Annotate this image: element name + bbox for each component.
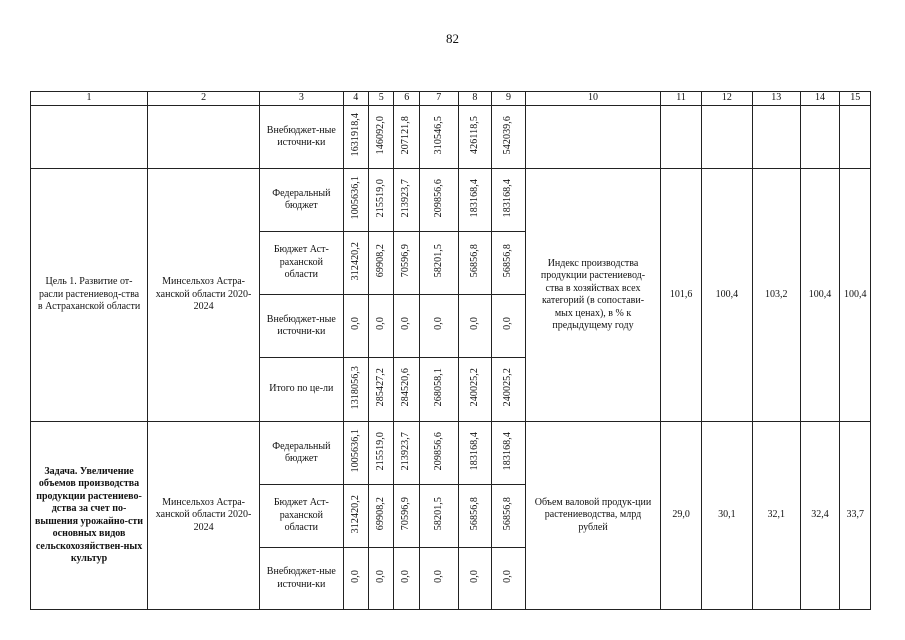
column-number: 14: [800, 92, 840, 106]
funding-source: Внебюджет-ные источни-ки: [260, 295, 343, 358]
empty-cell: [31, 106, 148, 169]
value-2020: 0,0: [374, 569, 386, 583]
funding-source: Внебюджет-ные источни-ки: [260, 106, 343, 169]
value-cell: [369, 422, 394, 485]
value-2023: 240025,2: [468, 368, 480, 407]
value-2023: 183168,4: [468, 178, 480, 217]
value-total: 312420,2: [349, 241, 361, 280]
goal-indicator-value-2021: 100,4: [701, 169, 752, 422]
value-cell: [492, 232, 526, 295]
task-indicator-value-2023: 32,4: [800, 422, 840, 610]
value-cell: [394, 485, 419, 548]
empty-cell: [800, 106, 840, 169]
value-cell: [458, 358, 492, 422]
empty-cell: [148, 106, 260, 169]
value-total: 0,0: [349, 569, 361, 583]
value-2022: 209856,6: [432, 431, 444, 470]
value-cell: [343, 295, 368, 358]
table-row: [31, 106, 871, 169]
value-cell: [492, 548, 526, 610]
value-2020: 69908,2: [374, 497, 386, 531]
goal-indicator-value-2023: 100,4: [800, 169, 840, 422]
value-2020: 215519,0: [374, 178, 386, 217]
funding-source: Федеральный бюджет: [260, 169, 343, 232]
value-2020: 146092,0: [374, 115, 386, 154]
value-cell: [458, 232, 492, 295]
value-2023: 183168,4: [468, 431, 480, 470]
value-cell: [369, 358, 394, 422]
value-2024: 183168,4: [502, 431, 514, 470]
value-cell: [492, 106, 526, 169]
value-cell: [394, 422, 419, 485]
goal-responsible: Минсельхоз Астра-ханской области 2020-2024: [148, 169, 260, 422]
program-table: [30, 91, 871, 610]
value-2024: 542039,6: [502, 115, 514, 154]
goal-indicator-value-2020: 101,6: [661, 169, 702, 422]
value-cell: [394, 548, 419, 610]
page-number: 82: [446, 31, 459, 46]
column-number: 9: [492, 92, 526, 106]
value-cell: [369, 232, 394, 295]
value-cell: [394, 358, 419, 422]
goal-indicator: Индекс производства продукции растениевод-ства в хозяйствах всех категорий (в сопостави-мых ценах), в % к предыдущему году: [525, 169, 660, 422]
value-total: 0,0: [349, 317, 361, 331]
funding-source: Бюджет Аст-раханской области: [260, 485, 343, 548]
value-2024: 56856,8: [502, 244, 514, 278]
value-2024: 240025,2: [502, 368, 514, 407]
value-cell: [419, 169, 458, 232]
task-indicator-value-2022: 32,1: [752, 422, 800, 610]
value-cell: [458, 485, 492, 548]
value-cell: [419, 295, 458, 358]
value-cell: [343, 232, 368, 295]
value-cell: [458, 106, 492, 169]
value-cell: [394, 106, 419, 169]
value-2020: 69908,2: [374, 244, 386, 278]
value-2023: 0,0: [468, 317, 480, 331]
value-cell: [492, 358, 526, 422]
value-2021: 207121,8: [400, 115, 412, 154]
value-2021: 284520,6: [400, 368, 412, 407]
funding-source: Федеральный бюджет: [260, 422, 343, 485]
empty-cell: [840, 106, 871, 169]
value-2022: 0,0: [432, 569, 444, 583]
task-indicator-value-2021: 30,1: [701, 422, 752, 610]
value-cell: [394, 232, 419, 295]
value-2023: 0,0: [468, 569, 480, 583]
value-cell: [419, 548, 458, 610]
column-number: 6: [394, 92, 419, 106]
value-total: 1005636,1: [349, 429, 361, 473]
value-2024: 56856,8: [502, 497, 514, 531]
column-number: 11: [661, 92, 702, 106]
value-cell: [369, 169, 394, 232]
column-number: 8: [458, 92, 492, 106]
value-2021: 70596,9: [400, 244, 412, 278]
value-2024: 0,0: [502, 317, 514, 331]
value-cell: [343, 358, 368, 422]
value-2023: 56856,8: [468, 244, 480, 278]
empty-cell: [752, 106, 800, 169]
goal-indicator-value-2022: 103,2: [752, 169, 800, 422]
funding-source: Итого по це-ли: [260, 358, 343, 422]
value-cell: [419, 106, 458, 169]
value-2023: 56856,8: [468, 497, 480, 531]
column-number: 2: [148, 92, 260, 106]
table-row: [31, 422, 871, 485]
value-cell: [419, 485, 458, 548]
column-number: 10: [525, 92, 660, 106]
column-number: 7: [419, 92, 458, 106]
value-2024: 183168,4: [502, 178, 514, 217]
value-cell: [343, 106, 368, 169]
value-cell: [492, 485, 526, 548]
value-2020: 0,0: [374, 317, 386, 331]
value-2020: 215519,0: [374, 431, 386, 470]
value-cell: [419, 422, 458, 485]
value-cell: [343, 548, 368, 610]
value-2021: 213923,7: [400, 431, 412, 470]
value-total: 312420,2: [349, 494, 361, 533]
task-indicator-value-2020: 29,0: [661, 422, 702, 610]
value-cell: [343, 485, 368, 548]
column-number: 4: [343, 92, 368, 106]
task-title: Задача. Увеличение объемов производства продукции растениево-дства за счет по-вышения урожайно-сти основных видов сельскохозяйствен-ных культур: [31, 422, 148, 610]
value-cell: [492, 422, 526, 485]
value-cell: [419, 358, 458, 422]
value-cell: [492, 295, 526, 358]
value-2021: 70596,9: [400, 497, 412, 531]
value-2024: 0,0: [502, 569, 514, 583]
value-2022: 58201,5: [432, 244, 444, 278]
value-total: 1005636,1: [349, 176, 361, 220]
value-2022: 310546,5: [432, 115, 444, 154]
empty-cell: [525, 106, 660, 169]
value-cell: [458, 169, 492, 232]
column-number: 3: [260, 92, 343, 106]
column-number: 12: [701, 92, 752, 106]
task-responsible: Минсельхоз Астра-ханской области 2020-2024: [148, 422, 260, 610]
value-2022: 58201,5: [432, 497, 444, 531]
value-2023: 426118,5: [468, 115, 480, 154]
task-indicator: Объем валовой продук-ции растениеводства, млрд рублей: [525, 422, 660, 610]
value-cell: [369, 295, 394, 358]
value-cell: [458, 422, 492, 485]
value-cell: [419, 232, 458, 295]
value-cell: [394, 169, 419, 232]
column-number: 5: [369, 92, 394, 106]
value-cell: [492, 169, 526, 232]
column-number-row: [31, 92, 871, 106]
value-total: 1318056,3: [349, 365, 361, 409]
value-cell: [369, 548, 394, 610]
funding-source: Бюджет Аст-раханской области: [260, 232, 343, 295]
value-cell: [369, 485, 394, 548]
value-cell: [458, 295, 492, 358]
value-2022: 0,0: [432, 317, 444, 331]
value-2022: 268058,1: [432, 368, 444, 407]
value-2020: 285427,2: [374, 368, 386, 407]
value-cell: [369, 106, 394, 169]
value-2021: 213923,7: [400, 178, 412, 217]
value-2021: 0,0: [400, 317, 412, 331]
empty-cell: [701, 106, 752, 169]
value-total: 1631918,4: [349, 113, 361, 157]
task-indicator-value-2024: 33,7: [840, 422, 871, 610]
column-number: 13: [752, 92, 800, 106]
value-2022: 209856,6: [432, 178, 444, 217]
column-number: 15: [840, 92, 871, 106]
goal-indicator-value-2024: 100,4: [840, 169, 871, 422]
value-cell: [343, 422, 368, 485]
value-2021: 0,0: [400, 569, 412, 583]
column-number: 1: [31, 92, 148, 106]
value-cell: [343, 169, 368, 232]
value-cell: [458, 548, 492, 610]
funding-source: Внебюджет-ные источни-ки: [260, 548, 343, 610]
empty-cell: [661, 106, 702, 169]
value-cell: [394, 295, 419, 358]
goal-title: Цель 1. Развитие от-расли растениевод-ства в Астраханской области: [31, 169, 148, 422]
table-row: [31, 169, 871, 232]
